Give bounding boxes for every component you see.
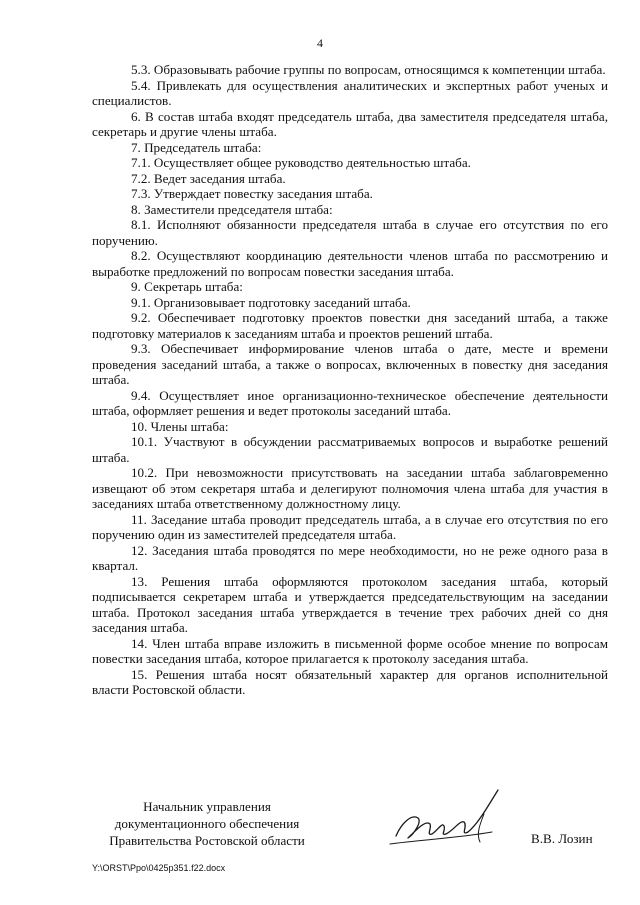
document-body [92,62,608,698]
paragraph-5-3: 5.3. Образовывать рабочие группы по вопросам, относящимся к компетенции штаба. [131,62,606,77]
signature-block [0,798,640,858]
signatory-title [92,798,322,849]
paragraph-10: 10. Члены штаба: [131,418,229,434]
paragraph-15: 15. Решения штаба носят обязательный характер для органов исполнительной власти Ростовской области. [92,666,608,697]
paragraph-7: 7. Председатель штаба: [131,139,262,155]
paragraph-9: 9. Секретарь штаба: [131,279,243,294]
paragraph-9-2: 9.2. Обеспечивает подготовку проектов повестки дня заседаний штаба, а также подготовку материалов к заседаниям штаба и проектов решений штаба. [92,310,608,341]
handwritten-signature [388,784,506,854]
paragraph-9-1: 9.1. Организовывает подготовку заседаний штаба. [131,294,411,310]
paragraph-7-2: 7.2. Ведет заседания штаба. [131,170,286,186]
file-path-footer: Y:\ORST\Ppo\0425p351.f22.docx [92,863,226,873]
paragraph-14: 14. Член штаба вправе изложить в письменной форме особое мнение по вопросам повестки заседания штаба, которое прилагается к протоколу заседания штаба. [92,635,608,666]
paragraph-12: 12. Заседания штаба проводятся по мере необходимости, но не реже одного раза в квартал. [92,542,608,573]
paragraph-13: 13. Решения штаба оформляются протоколом заседания штаба, который подписывается секретарем штаба и утверждается председательствующим на заседании штаба. Протокол заседания штаба утверждается в течение трех рабочих дней со дня заседания штаба. [92,573,608,635]
signatory-name: В.В. Лозин [531,831,593,846]
paragraph-7-3: 7.3. Утверждает повестку заседания штаба. [131,186,373,201]
paragraph-9-4: 9.4. Осуществляет иное организационно-техническое обеспечение деятельности штаба, оформляет решения и ведет протоколы заседаний штаба. [92,387,608,418]
signatory-title-line-3: Правительства Ростовской области [109,833,305,848]
paragraph-6: 6. В состав штаба входят председатель штаба, два заместителя председателя штаба, секретарь и другие члены штаба. [92,108,608,139]
paragraph-9-3: 9.3. Обеспечивает информирование членов штаба о дате, месте и времени проведения заседаний штаба, а также о вопросах, включенных в повестку дня заседания штаба. [92,341,608,387]
page-number: 4 [317,36,323,50]
paragraph-8-2: 8.2. Осуществляют координацию деятельности членов штаба по рассмотрению и выработке предложений по вопросам повестки заседания штаба. [92,248,608,279]
paragraph-8-1: 8.1. Исполняют обязанности председателя штаба в случае его отсутствия по его поручению. [92,217,608,248]
paragraph-11: 11. Заседание штаба проводит председатель штаба, а в случае его отсутствия по его поручению один из заместителей председателя штаба. [92,511,608,542]
signatory-title-line-1: Начальник управления [143,799,271,814]
paragraph-7-1: 7.1. Осуществляет общее руководство деятельностью штаба. [131,155,471,170]
paragraph-10-1: 10.1. Участвуют в обсуждении рассматриваемых вопросов и выработке решений штаба. [92,434,608,465]
paragraph-10-2: 10.2. При невозможности присутствовать на заседании штаба заблаговременно извещают об этом секретаря штаба и делегируют полномочия члена штаба для участия в заседаниях штаба ответственному должностному лицу. [92,465,608,511]
paragraph-5-4: 5.4. Привлекать для осуществления аналитических и экспертных работ ученых и специалистов. [92,77,608,108]
paragraph-8: 8. Заместители председателя штаба: [131,201,333,217]
signatory-title-line-2: документационного обеспечения [114,816,300,831]
